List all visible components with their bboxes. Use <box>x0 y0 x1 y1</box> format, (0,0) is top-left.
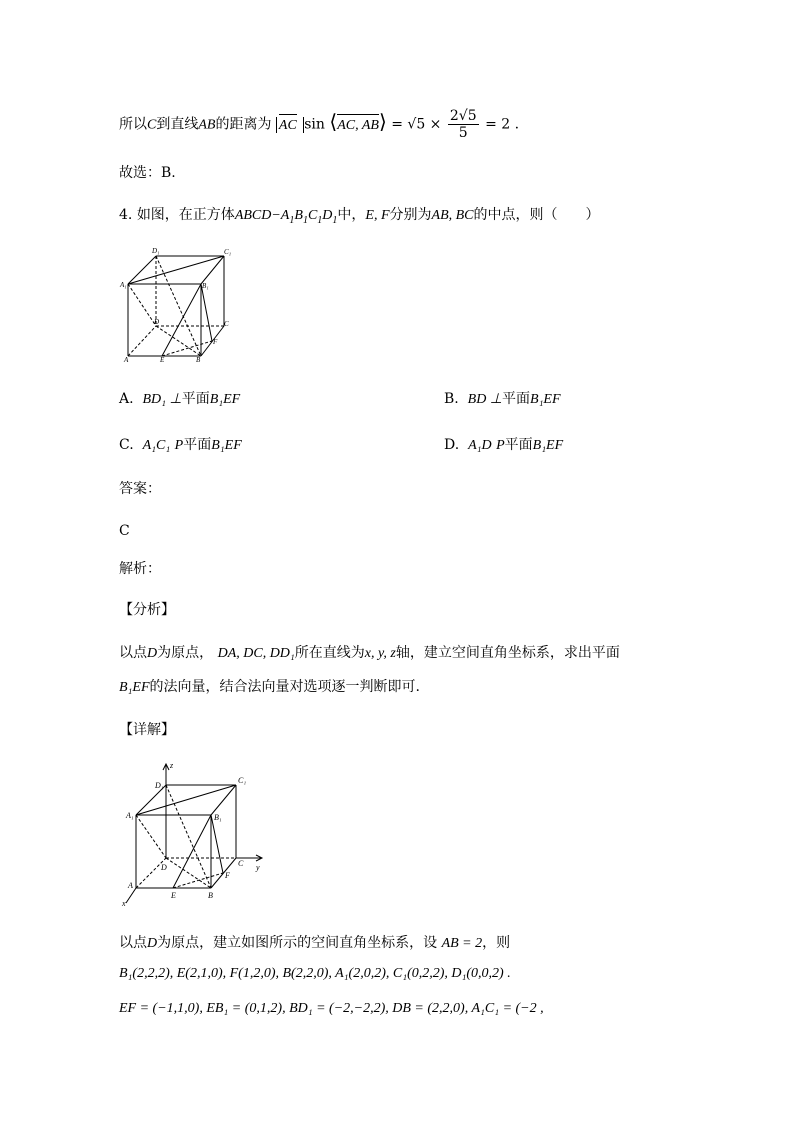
subscript: 1 <box>332 215 338 226</box>
label-d: D <box>161 863 167 872</box>
subscript: 1 <box>317 215 323 226</box>
label-c: C <box>224 320 229 328</box>
vector-ac: AC <box>279 116 297 136</box>
option-c <box>119 435 242 456</box>
line-ab: AB <box>198 117 216 133</box>
cube-name: ABCD−A <box>234 208 290 223</box>
fraction-numerator: 2√5 <box>449 108 477 124</box>
detail-line-1 <box>119 933 510 954</box>
label-f: F <box>213 338 218 346</box>
distance-line <box>119 108 519 141</box>
answer-label: 答案： <box>119 481 161 497</box>
analysis-label: 解析： <box>119 561 161 577</box>
angle-bracket: ⟨ <box>329 109 338 134</box>
cube-name-rest: C <box>307 208 318 223</box>
option-text: 平面 <box>183 437 212 453</box>
text: ，则 <box>482 935 511 951</box>
label-b: B <box>196 356 201 364</box>
lines: DA, DC, DD₁ <box>217 646 295 661</box>
analysis-text-2 <box>119 677 420 698</box>
point-c: C <box>147 117 157 133</box>
option-expr: A₁C₁ <box>142 438 171 453</box>
fraction-denominator: 5 <box>458 125 468 141</box>
label-z: z <box>170 761 174 770</box>
text: 的距离为 <box>215 116 272 133</box>
label-y: y <box>256 863 260 872</box>
cube-name-rest: B <box>294 208 303 223</box>
label-c1: C₁ <box>238 776 247 785</box>
label-e: E <box>171 891 176 900</box>
option-a <box>119 389 240 410</box>
option-plane: B₁EF <box>530 392 561 407</box>
section-analysis: 【分析】 <box>119 602 175 618</box>
option-text: 平面 <box>504 437 533 453</box>
text: 中， <box>337 207 366 223</box>
label-d: D <box>154 318 160 326</box>
point-d: D <box>147 936 158 951</box>
text: 分别为 <box>389 207 432 223</box>
label-b1: B₁ <box>214 813 222 822</box>
points-ef: E, F <box>365 208 390 223</box>
question-4 <box>119 205 600 231</box>
option-expr: BD ⊥ <box>467 392 503 407</box>
segments-ab-bc: AB, BC <box>431 208 474 223</box>
parallel-symbol: P <box>496 438 505 453</box>
section-detail: 【详解】 <box>119 722 175 738</box>
coordinates-line: B₁(2,2,2), E(2,1,0), F(1,2,0), B(2,2,0), A₁(2,0,2), C₁(0,2,2), D₁(0,0,2) . <box>119 966 511 981</box>
label-f: F <box>225 871 230 880</box>
cube-figure-2 <box>116 758 266 908</box>
option-text: 平面 <box>181 391 210 407</box>
option-plane: B₁EF <box>209 392 241 407</box>
text: 轴，建立空间直角坐标系，求出平面 <box>395 645 620 661</box>
question-number: 4. <box>119 207 133 223</box>
cube-name-rest: D <box>322 208 333 223</box>
option-letter: A. <box>119 391 134 407</box>
cube-figure-1 <box>116 244 236 364</box>
label-b1: B₁ <box>202 282 209 290</box>
text: 如图，在正方体 <box>136 207 235 223</box>
text: 到直线 <box>156 116 199 133</box>
text: 为原点，建立如图所示的空间直角坐标系，设 <box>157 935 438 951</box>
label-d1: D₁ <box>152 247 160 255</box>
label-b: B <box>208 891 213 900</box>
option-letter: B. <box>444 391 459 407</box>
option-letter: C. <box>119 437 134 453</box>
option-plane: B₁EF <box>532 438 564 453</box>
option-plane: B₁EF <box>211 438 242 453</box>
label-a1: A₁ <box>120 281 127 289</box>
answer-value: C <box>119 523 130 539</box>
label-a1: A₁ <box>126 811 134 820</box>
text: 所以 <box>119 116 147 133</box>
label-a: A <box>124 356 129 364</box>
option-text: 平面 <box>502 391 531 407</box>
sin-label: sin <box>304 116 325 133</box>
axes: x, y, z <box>364 646 396 661</box>
subscript: 1 <box>289 215 295 226</box>
equals-sqrt5: = √5 × <box>391 116 442 133</box>
vectors-line: EF = (−1,1,0), EB₁ = (0,1,2), BD₁ = (−2,−2,2), DB = (2,2,0), A₁C₁ = (−2 , <box>119 1001 544 1016</box>
text: 以点 <box>119 645 147 661</box>
label-a: A <box>128 881 133 890</box>
result: = 2 . <box>485 116 520 133</box>
option-d <box>444 435 563 456</box>
abs-vector-ac <box>276 117 304 133</box>
text: 为原点， <box>157 645 214 661</box>
label-c1: C₁ <box>224 248 232 256</box>
plane-b1ef: B₁EF <box>119 680 150 695</box>
text: 所在直线为 <box>294 645 365 661</box>
label-e: E <box>160 356 165 364</box>
option-letter: D. <box>444 437 460 453</box>
previous-answer: 故选：B. <box>119 165 176 181</box>
label-c: C <box>238 859 244 868</box>
text: 以点 <box>119 935 147 951</box>
vector-angle: AC, AB <box>337 116 379 136</box>
option-expr: A₁D <box>468 438 492 453</box>
equation: AB = 2 <box>441 936 483 951</box>
fraction <box>448 108 479 141</box>
analysis-text-1 <box>119 643 620 664</box>
angle-bracket: ⟩ <box>378 109 387 134</box>
label-d1: D₁ <box>155 781 164 790</box>
text: 的法向量，结合法向量对选项逐一判断即可. <box>149 679 420 695</box>
point-d: D <box>147 646 158 661</box>
text: 的中点，则（ ） <box>473 207 600 223</box>
subscript: 1 <box>302 215 308 226</box>
label-x: x <box>122 899 126 908</box>
parallel-symbol: P <box>174 438 184 453</box>
option-b <box>444 389 561 410</box>
option-expr: BD₁ ⊥ <box>142 392 182 407</box>
